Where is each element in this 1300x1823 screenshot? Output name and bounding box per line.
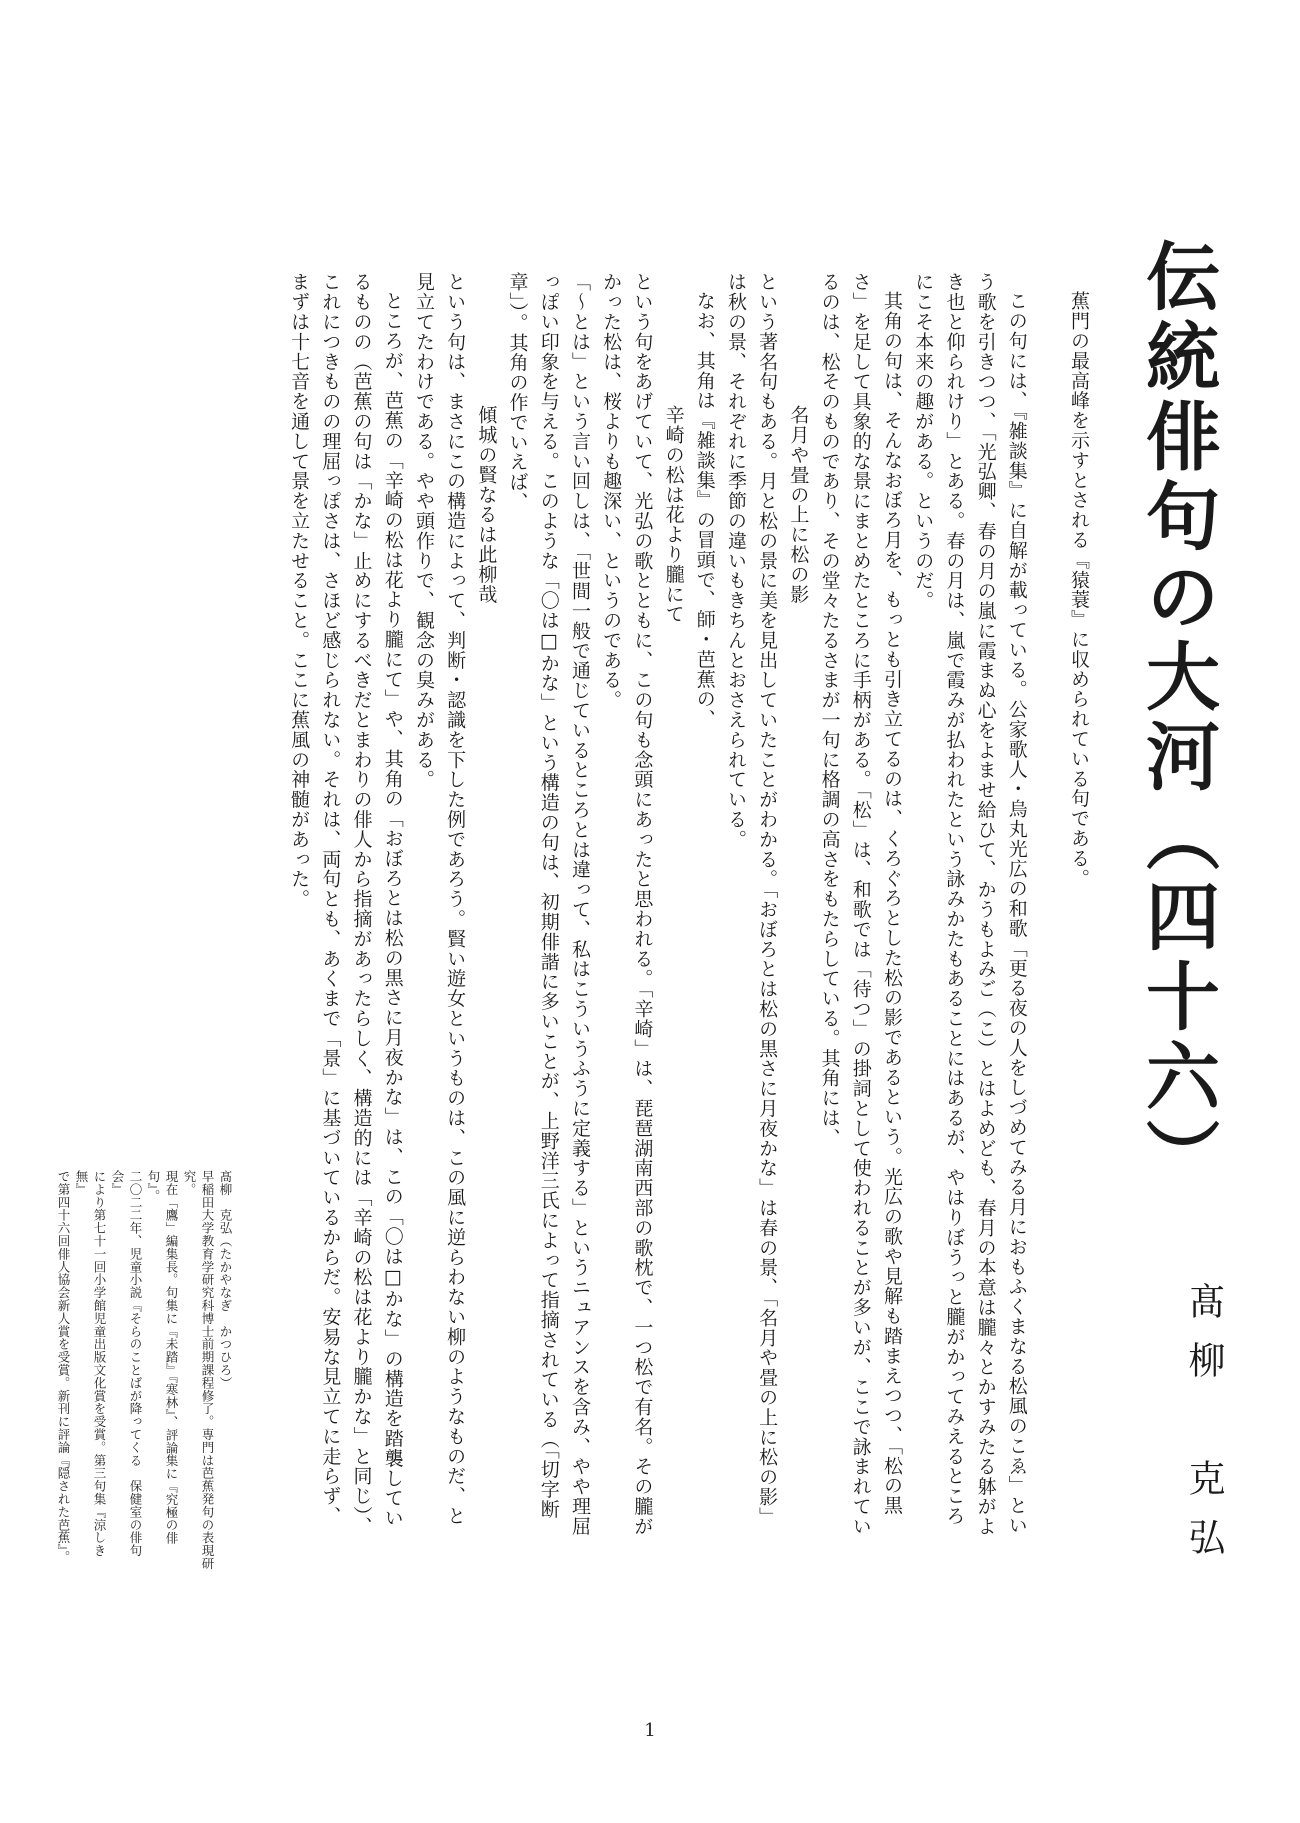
article-title: 伝統俳句の大河（四十六） xyxy=(1134,238,1220,1198)
page-number: 1 xyxy=(644,1720,656,1741)
body-paragraph: 「〜とは」という言い回しは、「世間一般で通じているところとは違って、私はこういうふうに定義する」というニュアンスを含み、やや理屈っぽい印象を与える。このような「〇は□かな」という構造の句は、初期俳諧に多いことが、上野洋三氏によって指摘されている（「切字断章」）。其角の作でいえば、 xyxy=(506,272,591,1537)
haiku-quote: 辛崎の松は花より朧にて xyxy=(662,405,685,624)
author-bio xyxy=(56,1170,234,1570)
body-paragraph: 蕉門の最高峰を示すとされる『猿蓑』に収められている句である。 xyxy=(1068,291,1090,888)
body-paragraph: なお、其角は『雑談集』の冒頭で、師・芭蕉の、 xyxy=(693,291,716,729)
bio-line: 二〇二二年、児童小説『そらのことばが降ってくる 保健室の俳句会』 xyxy=(110,1170,143,1557)
article-author: 髙柳 克弘 xyxy=(1182,1282,1225,1577)
body-paragraph: という著名句もある。月と松の景に美を見出していたことがわかる。「おぼろとは松の黒さに月夜かな」は春の景、「名月や畳の上に松の影」は秋の景、それぞれに季節の違いもきちんとおさえられている。 xyxy=(724,272,779,1527)
bio-line: で第四十六回俳人協会新人賞を受賞。新刊に評論『隠された芭蕉』。 xyxy=(56,1170,71,1564)
bio-line: 現在「鷹」編集長。句集に『未踏』『寒林』、評論集に『究極の俳句』。 xyxy=(146,1170,179,1545)
haiku-quote: 傾城の賢なるは此柳哉 xyxy=(475,405,498,604)
body-paragraph: という句をあげていて、光弘の歌とともに、この句も念頭にあったと思われる。「辛崎」は、琵琶湖南西部の歌枕で、一つ松で有名。その朧がかった松は、桜よりも趣深い、というのである。 xyxy=(600,272,654,1537)
bio-line: により第七十一回小学館児童出版文化賞を受賞。第三句集『涼しき無』 xyxy=(74,1170,107,1557)
body-paragraph: 其角の句は、そんなおぼろ月を、もっとも引き立てるのは、くろぐろとした松の影であるという。光広の歌や見解も踏まえつつ、「松の黒さ」を足して具象的な景にまとめたところに手柄がある。「松」は、和歌では「待つ」の掛詞として使われることが多いが、ここで詠まれているのは、松そのものであり、その堂々たるさまが一句に格調の高さをもたらしている。其角には、 xyxy=(818,272,903,1537)
body-paragraph: という句は、まさにこの構造によって、判断・認識を下した例であろう。賢い遊女というものは、この風に逆らわない柳のようなものだ、と見立てたわけである。やや頭作りで、観念の臭みがある。 xyxy=(412,272,467,1526)
haiku-quote: 名月や畳の上に松の影 xyxy=(787,405,810,604)
bio-name: 髙柳 克弘（たかやなぎ かつひろ） xyxy=(218,1170,233,1390)
bio-line: 早稲田大学教育学研究科博士前期課程修了。専門は芭蕉発句の表現研究。 xyxy=(182,1170,215,1570)
body-paragraph: ところが、芭蕉の「辛崎の松は花より朧にて」や、其角の「おぼろとは松の黒さに月夜かな」は、この「〇は□かな」の構造を踏襲しているものの（芭蕉の句は「かな」止めにするべきだとまわりの俳人から指摘があったらしく、構造的には「辛崎の松は花より朧かな」と同じ）、これにつきものの理屈っぽさは、さほど感じられない。それは、両句とも、あくまで「景」に基づいているからだ。安易な見立てに走らず、まずは十七音を通して景を立たせること。ここに蕉風の神髄があった。 xyxy=(288,272,404,1537)
article-body xyxy=(122,272,1094,1540)
body-paragraph: この句には、『雑談集』に自解が載っている。公家歌人・烏丸光広の和歌「更る夜の人をしづめてみる月におもふくまなる松風のこゑ」という歌を引きつつ、「光弘卿、春の月の嵐に霞まぬ心をよませ給ひて、かうもよみご（こ）とはよめども、春月の本意は朧々とかすみたる躰がよき也と仰られけり」とある。春の月は、嵐で霞みが払われたという詠みかたもあることにはあるが、やはりぼうっと朧がかってみえるところにこそ本来の趣がある。というのだ。 xyxy=(912,272,1028,1537)
